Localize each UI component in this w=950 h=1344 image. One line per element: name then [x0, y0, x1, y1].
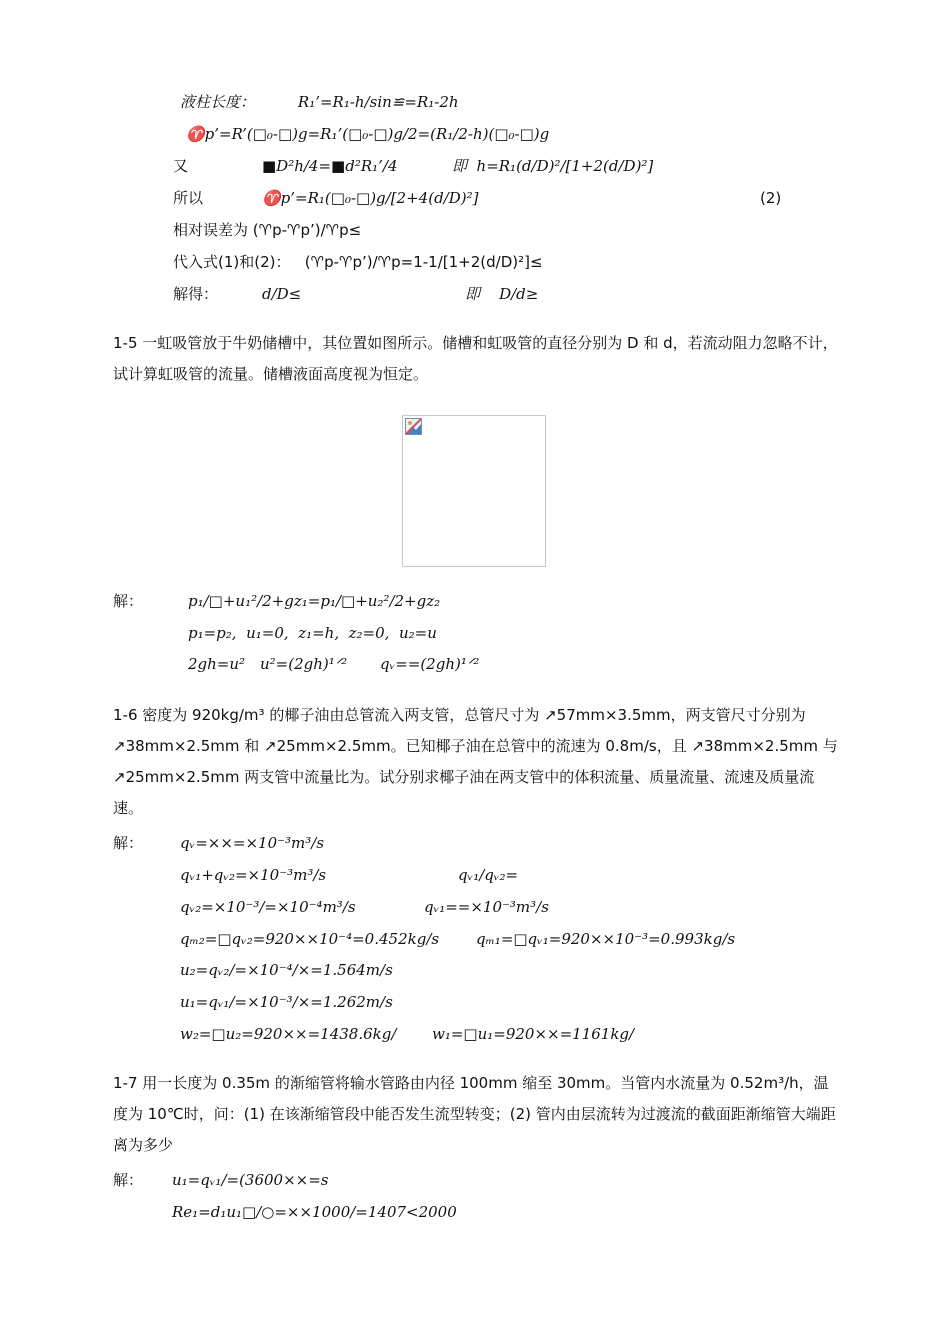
problem-1-6: 1-6 密度为 920kg/m³ 的椰子油由总管流入两支管，总管尺寸为 ↗57mm×3.5mm，两支管尺寸分别为 ↗38mm×2.5mm 和 ↗25mm×2.5mm。已知椰子油在总管中的流速为 0.8m/s，且 ↗38mm×2.5mm 与 ↗25mm×2.5mm 两支管中流量比为。试分别求椰子油在两支管中的体积流量、质量流量、流速及质量流速。: [113, 706, 838, 817]
label-also: 又: [173, 157, 189, 175]
eq-qv-ratio: qᵥ₁/qᵥ₂=: [458, 866, 519, 884]
eq-volume-balance: ■D²h/4=■d²R₁’/4: [262, 157, 398, 175]
eq-u1: u₁=qᵥ₁/=×10⁻³/×=1.262m/s: [180, 993, 393, 1011]
eq-u2: u₂=qᵥ₂/=×10⁻⁴/×=1.564m/s: [180, 961, 393, 979]
eq-bernoulli: p₁/□+u₁²/2+gz₁=p₁/□+u₂²/2+gz₂: [188, 592, 441, 610]
eq-qm2: qₘ₂=□qᵥ₂=920××10⁻⁴=0.452kg/s: [180, 930, 440, 948]
eq-qv-sum: qᵥ₁+qᵥ₂=×10⁻³m³/s: [180, 866, 327, 884]
eq-u-squared: u²=(2gh)¹ᐟ²: [260, 655, 348, 673]
eq-D-over-d: 即 D/d≥: [465, 285, 539, 303]
substitution-line: 代入式(1)和(2)： (♈p-♈p’)/♈p=1-1/[1+2(d/D)²]≤: [173, 253, 543, 271]
problem-1-7: 1-7 用一长度为 0.35m 的渐缩管将输水管路由内径 100mm 缩至 30mm。当管内水流量为 0.52m³/h，温度为 10℃时，问：(1) 在该渐缩管段中能否发生流型转变；(2) 管内由层流转为过渡流的截面距渐缩管大端距离为多少: [113, 1074, 836, 1154]
solve-label-1-5: 解：: [113, 592, 144, 610]
eq-w2: w₂=□u₂=920××=1438.6kg/: [180, 1025, 397, 1043]
eq-number-2: (2): [760, 189, 782, 207]
broken-image-icon: [405, 418, 422, 435]
eq-u1-velocity: u₁=qᵥ₁/=(3600××=s: [172, 1171, 329, 1189]
figure-placeholder: [402, 415, 546, 567]
solve-label-1-7: 解：: [113, 1171, 144, 1189]
solve-label-1-6: 解：: [113, 834, 144, 852]
eq-h-expression: 即 h=R₁(d/D)²/[1+2(d/D)²]: [452, 157, 654, 175]
eq-pressure-difference: ♈p’=R’(□₀-□)g=R₁’(□₀-□)g/2=(R₁/2-h)(□₀-□)g: [186, 125, 550, 143]
eq-qv1: qᵥ₁==×10⁻³m³/s: [424, 898, 549, 916]
label-therefore: 所以: [173, 189, 204, 207]
eq-d-over-D: d/D≤: [262, 285, 302, 303]
eq-liquid-column-length: 液柱长度： R₁’=R₁-h/sin≌=R₁-2h: [180, 93, 459, 111]
eq-flow-rate: qᵥ==(2gh)¹ᐟ²: [380, 655, 480, 673]
eq-2gh: 2gh=u²: [188, 655, 246, 673]
eq-w1: w₁=□u₁=920××=1161kg/: [432, 1025, 635, 1043]
label-solution-gives: 解得：: [173, 285, 219, 303]
relative-error-line: 相对误差为 (♈p-♈p’)/♈p≤: [173, 221, 362, 239]
eq-qv2: qᵥ₂=×10⁻³/=×10⁻⁴m³/s: [180, 898, 356, 916]
eq-boundary-conditions: p₁=p₂, u₁=0, z₁=h, z₂=0, u₂=u: [188, 624, 437, 642]
eq-pressure-result: ♈p’=R₁(□₀-□)g/[2+4(d/D)²]: [262, 189, 479, 207]
problem-1-5: 1-5 一虹吸管放于牛奶储槽中，其位置如图所示。储槽和虹吸管的直径分别为 D 和 d，若流动阻力忽略不计，试计算虹吸管的流量。储槽液面高度视为恒定。: [113, 334, 838, 383]
eq-reynolds: Re₁=d₁u₁□/○=××1000/=1407<2000: [172, 1203, 457, 1221]
eq-qm1: qₘ₁=□qᵥ₁=920××10⁻³=0.993kg/s: [476, 930, 736, 948]
eq-qv-total: qᵥ=××=×10⁻³m³/s: [180, 834, 325, 852]
